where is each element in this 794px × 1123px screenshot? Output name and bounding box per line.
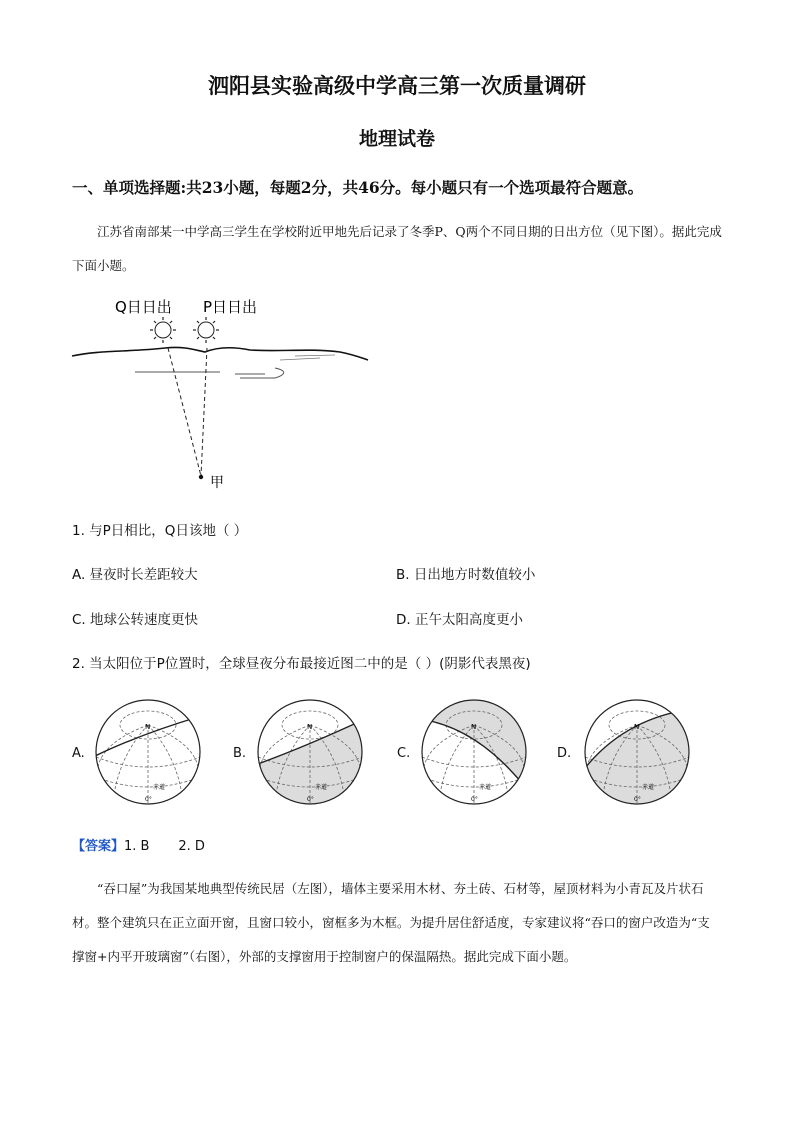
globe-a-equator: 赤道: [153, 784, 166, 791]
globe-a-label[interactable]: A.: [72, 746, 85, 761]
globe-d-north: N: [634, 723, 640, 731]
q1-option-a[interactable]: A. 昼夜时长差距较大: [72, 567, 198, 583]
globe-c-prime: 0°: [471, 796, 478, 803]
p-sightline: [201, 348, 207, 476]
globe-d-prime: 0°: [634, 796, 641, 803]
sunrise-figure: [70, 290, 370, 500]
horizon-line: [72, 347, 368, 360]
p-sunrise-label: P日日出: [203, 298, 258, 316]
globe-c: [419, 697, 529, 807]
globe-b-label[interactable]: B.: [233, 746, 247, 761]
globe-d-equator: 赤道: [642, 784, 655, 791]
answer-tag: 【答案】: [72, 839, 125, 854]
globe-c-label[interactable]: C.: [397, 746, 411, 761]
q-sun-icon: [150, 317, 176, 343]
answer-text: 1. B 2. D: [124, 839, 205, 854]
q1-option-d[interactable]: D. 正午太阳高度更小: [396, 612, 523, 628]
point-jia-marker: [199, 475, 203, 479]
globe-a-north: N: [145, 723, 151, 731]
q-sunrise-label: Q日日出: [115, 298, 172, 316]
section-heading: 一、单项选择题:共23小题，每题2分，共46分。每小题只有一个选项最符合题意。: [72, 178, 644, 197]
question-1-stem: 1. 与P日相比，Q日该地（ ）: [72, 523, 248, 539]
globe-b-north: N: [307, 723, 313, 731]
water-lines: [135, 368, 284, 378]
point-jia-label: 甲: [210, 475, 224, 491]
q1-option-b[interactable]: B. 日出地方时数值较小: [396, 567, 536, 583]
globe-c-equator: 赤道: [479, 784, 492, 791]
q-sightline: [168, 348, 201, 476]
question-2-stem: 2. 当太阳位于P位置时，全球昼夜分布最接近图二中的是（ ）(阴影代表黑夜): [72, 656, 531, 672]
globe-b-prime: 0°: [307, 796, 314, 803]
globe-d: [582, 697, 692, 807]
globe-d-label[interactable]: D.: [557, 746, 572, 761]
exam-title: 泗阳县实验高级中学高三第一次质量调研: [208, 73, 586, 98]
passage-2: [72, 872, 722, 974]
q1-option-c[interactable]: C. 地球公转速度更快: [72, 612, 199, 628]
passage-1-text: 江苏省南部某一中学高三学生在学校附近甲地先后记录了冬季P、Q两个不同日期的日出方位（见下图）。据此完成下面小题。: [72, 224, 722, 273]
globe-a: [93, 697, 203, 807]
exam-subtitle: 地理试卷: [358, 128, 435, 150]
passage-1: [72, 215, 722, 283]
globe-b: [255, 697, 365, 807]
globe-c-north: N: [471, 723, 477, 731]
answer-line: [72, 835, 205, 854]
p-sun-icon: [193, 317, 219, 343]
globe-a-prime: 0°: [145, 796, 152, 803]
passage-2-text: “吞口屋”为我国某地典型传统民居（左图），墙体主要采用木材、夯土砖、石材等，屋顶材料为小青瓦及片状石材。整个建筑只在正立面开窗，且窗口较小，窗框多为木框。为提升居住舒适度，专家建议将“吞口的窗户改造为“支撑窗+内平开玻璃窗”（右图），外部的支撑窗用于控制窗户的保温隔热。据此完成下面小题。: [72, 881, 710, 964]
globe-b-equator: 赤道: [315, 784, 328, 791]
ground-lines: [280, 355, 335, 360]
